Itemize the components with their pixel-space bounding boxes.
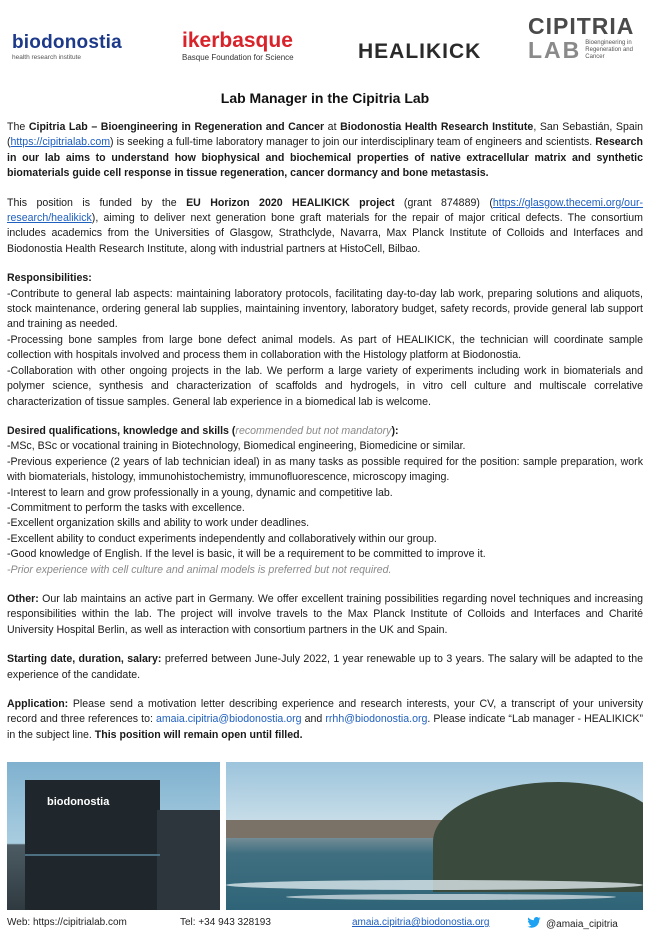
qualifications-heading: Desired qualifications, knowledge and skills ( <box>7 424 236 437</box>
other-paragraph <box>7 592 643 638</box>
biodonostia-logo <box>12 33 152 61</box>
hr-email-link[interactable]: rrhh@biodonostia.org <box>325 713 428 726</box>
application-text: and <box>301 713 326 726</box>
funding-text: (grant 874889) ( <box>394 196 493 209</box>
twitter-icon <box>527 917 541 928</box>
intro-text: The <box>7 121 29 133</box>
funding-text: ), aiming to deliver next generation bone graft materials for the repair of major critical defects. The consortium includes academics from the Universities of Glasgow, Strathclyde, Navarra, Max Planck Institute of Colloids and Interfaces and Biodonostia Health Research Institute, along with industrial partners at HistoCell, Bilbao. <box>7 212 643 255</box>
logo-bar <box>0 0 650 80</box>
list-item: -Excellent organization skills and ability to work under deadlines. <box>7 517 310 530</box>
responsibilities-section <box>7 271 643 410</box>
contact-email-link[interactable]: amaia.cipitria@biodonostia.org <box>155 713 302 726</box>
footer-twitter[interactable] <box>527 917 618 930</box>
list-item: -Good knowledge of English. If the level is basic, it will be a requirement to be committed to improve it. <box>7 548 486 561</box>
qualifications-section <box>7 424 643 578</box>
cipitria-lab-logo <box>528 14 644 62</box>
intro-text: , San Sebastián, Spain ( <box>7 121 643 149</box>
application-text: Please send a motivation letter describing experience and research interests, your CV, a transcript of your university record and three references to: <box>7 698 643 726</box>
intro-text: ) is seeking a full-time laboratory manager to join our interdisciplinary team of engineers and scientists. <box>110 136 596 149</box>
list-item: -Previous experience (2 years of lab technician ideal) in as many tasks as possible required for the position: sample preparation, work with biomaterials, histology, immunohistochemistry, immunofluorescence, microscopy imaging. <box>7 455 643 484</box>
footer-twitter-handle: @amaia_cipitria <box>546 919 618 930</box>
list-item: -Processing bone samples from large bone defect animal models. As part of HEALIKICK, the technician will coordinate sample collection with hospitals involved and process them in collaboration with the Histology platform at Biodonostia. <box>7 333 643 362</box>
biodonostia-logo-sub: health research institute <box>12 54 82 61</box>
ikerbasque-logo-sub: Basque Foundation for Science <box>182 53 294 62</box>
qualifications-heading-end: ): <box>391 424 399 437</box>
cipitria-logo-top: CIPITRIA <box>528 13 635 39</box>
lab-name: Cipitria Lab – Bioengineering in Regeneration and Cancer <box>28 121 325 133</box>
healikick-logo: HEALIKICK <box>358 40 482 63</box>
document-body <box>7 120 643 757</box>
list-item: -MSc, BSc or vocational training in Biotechnology, Biomedical engineering, Biomedicine or similar. <box>7 440 466 453</box>
footer-web[interactable]: Web: https://cipitrialab.com <box>7 917 127 928</box>
biodonostia-logo-name: biodonostia <box>12 32 122 53</box>
cipitria-logo-lab: LAB <box>528 37 582 63</box>
ikerbasque-logo-name: ikerbasque <box>182 29 293 52</box>
ikerbasque-logo <box>182 30 312 62</box>
funding-paragraph <box>7 196 643 258</box>
open-until-filled: This position will remain open until filled. <box>94 728 303 741</box>
intro-paragraph <box>7 120 643 182</box>
page-title: Lab Manager in the Cipitria Lab <box>220 90 430 106</box>
qualifications-note: recommended but not mandatory <box>235 424 392 437</box>
lab-website-link[interactable]: https://cipitrialab.com <box>10 136 111 149</box>
photos <box>7 762 643 910</box>
footer-email-link[interactable]: amaia.cipitria@biodonostia.org <box>352 917 490 928</box>
starting-text: preferred between June-July 2022, 1 year renewable up to 3 years. The salary will be adapted to the experience of the candidate. <box>7 653 643 681</box>
list-item: -Contribute to general lab aspects: maintaining laboratory protocols, facilitating day-to-day lab work, preparing solutions and aliquots, stock maintenance, ordering general lab supplies, maintaining inventory, laboratory budget, safety records, provide general lab support and training as needed. <box>7 287 643 331</box>
list-item: -Commitment to perform the tasks with excellence. <box>7 501 245 514</box>
responsibilities-heading: Responsibilities: <box>7 272 92 285</box>
footer <box>7 917 643 929</box>
intro-text: at <box>324 121 341 133</box>
other-label: Other: <box>7 592 39 605</box>
project-name: EU Horizon 2020 HEALIKICK project <box>186 196 395 209</box>
application-label: Application: <box>7 698 69 710</box>
list-item: -Excellent ability to conduct experiments independently and collaboratively within our group. <box>7 532 437 545</box>
research-aims: Research in our lab aims to understand how biophysical and biochemical properties of native extracellular matrix and synthetic biomaterials guide cell response in tissue regeneration, cancer dormancy and bone metastasis. <box>7 136 643 180</box>
list-item: -Interest to learn and grow professionally in a young, dynamic and competitive lab. <box>7 486 393 499</box>
building-sign: biodonostia <box>47 796 110 808</box>
starting-label: Starting date, duration, salary: <box>7 653 162 666</box>
application-text: . Please indicate “Lab manager - HEALIKICK” in the subject line. <box>7 713 644 741</box>
starting-paragraph <box>7 652 643 683</box>
preferred-note: -Prior experience with cell culture and animal models is preferred but not required. <box>7 563 392 576</box>
list-item: -Collaboration with other ongoing projects in the lab. We perform a large variety of experiments including work in biomaterials and polymer science, synthesis and characterization of scaffolds and hydrogels, in vitro cell culture and multiscale correlative characterization of tissue samples. General lab experience in a biomedical lab is welcome. <box>7 364 643 408</box>
institute-name: Biodonostia Health Research Institute <box>340 121 534 133</box>
healikick-link[interactable]: https://glasgow.thecemi.org/our-research/healikick <box>7 196 644 225</box>
cipitria-logo-tag: Bioengineering in Regeneration and Cancer <box>585 40 633 60</box>
funding-text: This position is funded by the <box>7 196 187 209</box>
other-text: Our lab maintains an active part in Germany. We offer excellent training possibilities regarding novel techniques and increasing responsibilities within the lab. The project will involve travels to the Max Planck Institute of Colloids and Interfaces and Charité University Hospital Berlin, as well as interaction with consortium partners in the UK and Spain. <box>7 592 643 636</box>
san-sebastian-beach-photo <box>226 762 643 910</box>
footer-tel: Tel: +34 943 328193 <box>180 917 271 928</box>
biodonostia-building-photo <box>7 762 220 910</box>
application-paragraph <box>7 697 643 743</box>
